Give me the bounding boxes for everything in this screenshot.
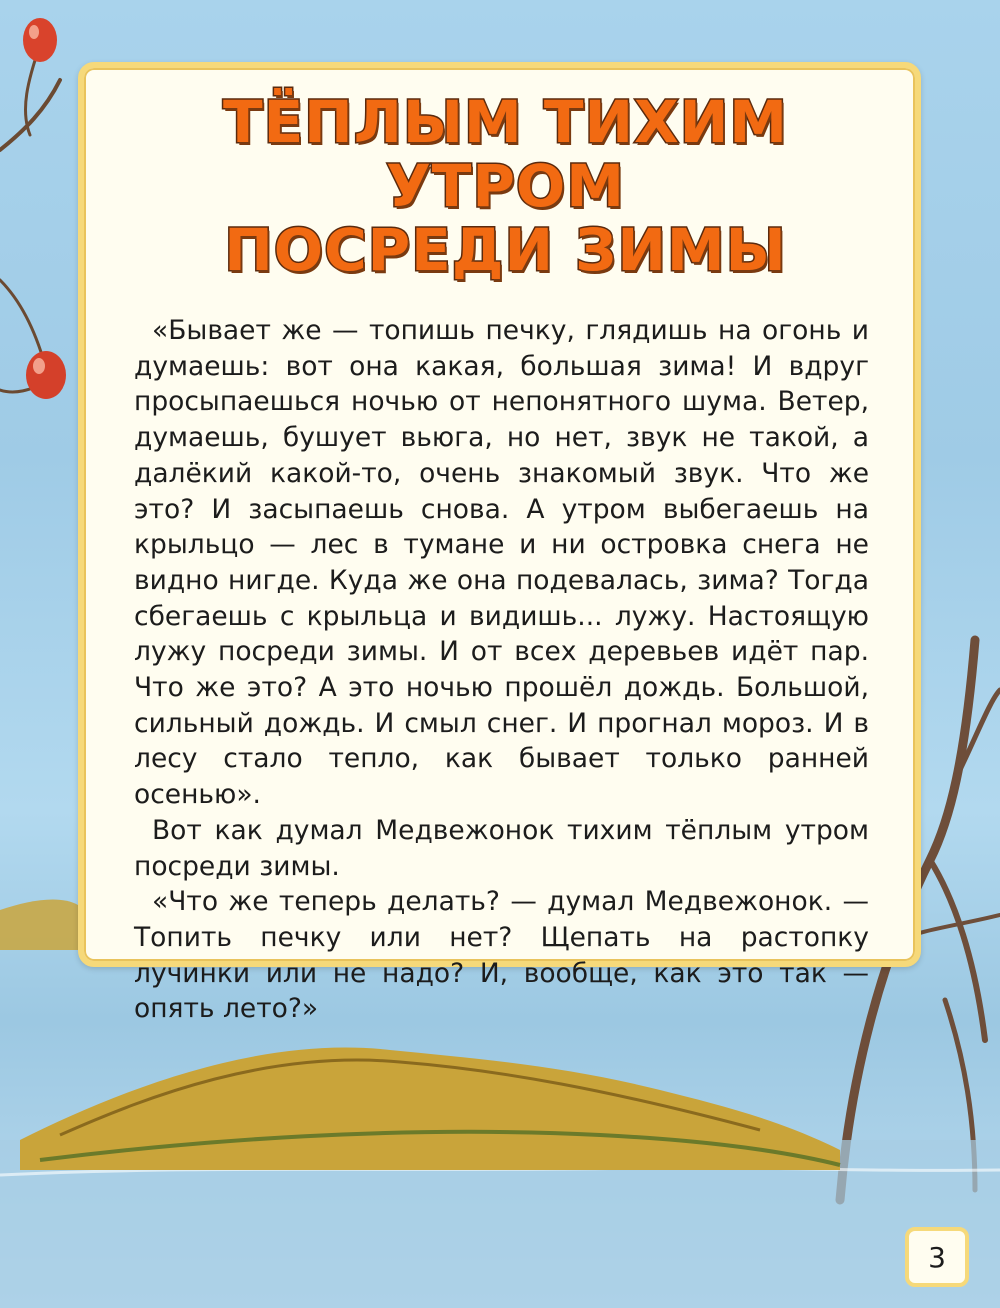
paragraph: «Что же теперь делать? — думал Медвежонок. — Топить печку или нет? Щепать на растопку лучинки или не надо? И, вообще, как это так — опять лето?» [134, 886, 869, 1025]
story-title [84, 90, 927, 282]
paragraph: «Бывает же — топишь печку, глядишь на огонь и думаешь: вот она какая, большая зима! И вдруг просыпаешься ночью от непонятного шума. Ветер, думаешь, бушует вьюга, но нет, звук не такой, а далёкий какой-то, очень знакомый звук. Что же это? И засыпаешь снова. А утром выбегаешь на крыльцо — лес в тумане и ни островка снега не видно нигде. Куда же она подевалась, зима? Тогда сбегаешь с крыльца и видишь... лужу. Настоящую лужу посреди зимы. И от всех деревьев идёт пар. Что же это? А это ночью прошёл дождь. Большой, сильный дождь. И смыл снег. И прогнал мороз. И в лесу стало тепло, как бывает только ранней осенью». [134, 315, 869, 811]
dry-grass [20, 1047, 840, 1170]
text-panel [78, 62, 921, 1025]
rosehip-berry [23, 18, 57, 62]
page-number: 3 [905, 1227, 969, 1287]
title-line: ПОСРЕДИ ЗИМЫ [224, 216, 787, 284]
paragraph: Вот как думал Медвежонок тихим тёплым утром посреди зимы. [134, 814, 869, 882]
rosehip-berry [26, 351, 66, 399]
title-line: УТРОМ [386, 152, 625, 220]
title-line: ТЁПЛЫМ ТИХИМ [223, 88, 788, 156]
rosehip-branch [0, 45, 60, 392]
dry-grass-left [0, 900, 78, 950]
story-text [134, 313, 869, 1027]
